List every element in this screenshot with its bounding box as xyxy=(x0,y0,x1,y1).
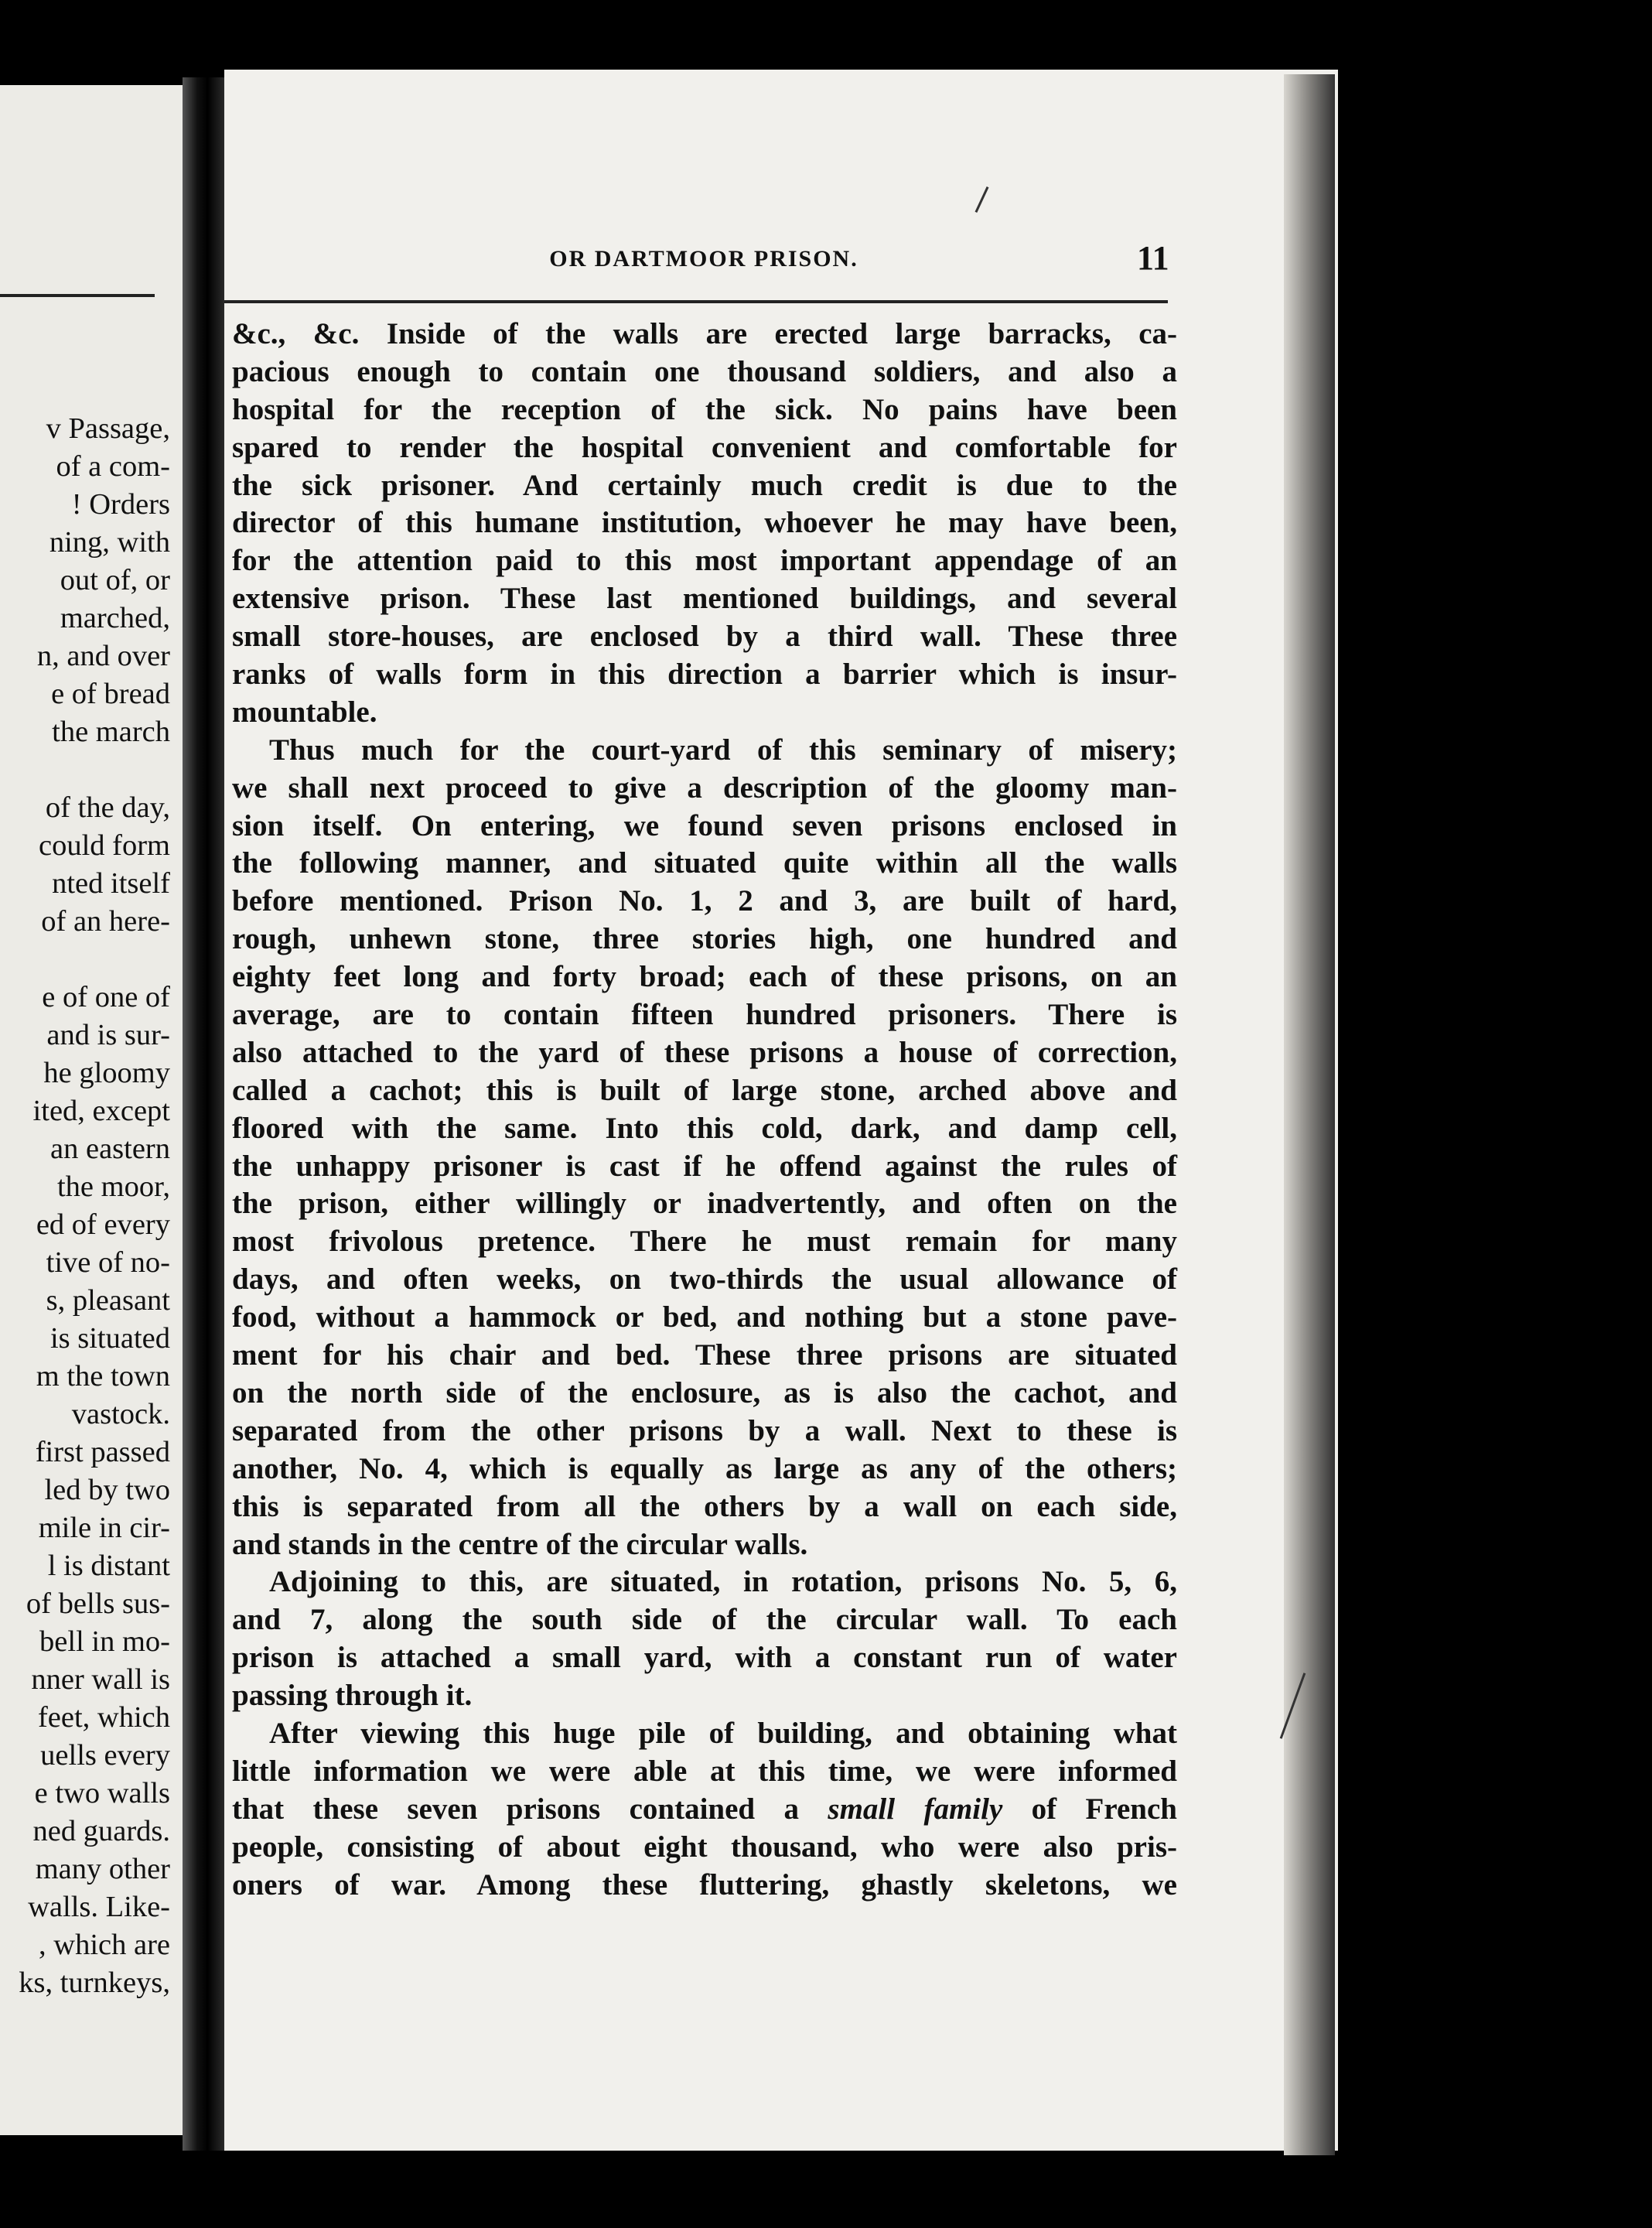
left-page-line: ited, except xyxy=(32,1095,170,1127)
left-page-line: e of one of xyxy=(42,981,170,1013)
text-line: the following manner, and situated quite within all the walls xyxy=(232,846,1177,880)
text-line: ment for his chair and bed. These three prisons are situated xyxy=(232,1338,1177,1372)
text-line: also attached to the yard of these prisons a house of correction, xyxy=(232,1035,1177,1069)
text-line: before mentioned. Prison No. 1, 2 and 3, are built of hard, xyxy=(232,884,1177,918)
left-page-line: l is distant xyxy=(47,1550,170,1582)
left-page-line: ed of every xyxy=(36,1208,170,1241)
left-page-line: many other xyxy=(35,1853,170,1885)
binding-gutter xyxy=(183,77,224,2151)
text-line: called a cachot; this is built of large stone, arched above and xyxy=(232,1073,1177,1107)
text-segment: of French xyxy=(1002,1792,1177,1826)
text-line: After viewing this huge pile of building, and obtaining what xyxy=(269,1716,1177,1750)
left-page-line: first passed xyxy=(35,1436,170,1468)
text-line: people, consisting of about eight thousand, who were also pris- xyxy=(232,1830,1177,1864)
text-line: little information we were able at this time, we were informed xyxy=(232,1754,1177,1788)
text-line: hospital for the reception of the sick. No pains have been xyxy=(232,392,1177,426)
left-page-line: of a com- xyxy=(56,450,170,483)
left-page-line: ning, with xyxy=(49,526,170,559)
running-head: OR DARTMOOR PRISON. xyxy=(549,246,858,272)
text-line: floored with the same. Into this cold, dark, and damp cell, xyxy=(232,1111,1177,1145)
text-line: for the attention paid to this most important appendage of an xyxy=(232,544,1177,578)
text-line: Thus much for the court-yard of this seminary of misery; xyxy=(269,733,1177,767)
left-page-line: is situated xyxy=(49,1322,170,1355)
left-page-fragment xyxy=(0,85,183,2135)
left-page-line: ! Orders xyxy=(71,488,170,521)
text-line: director of this humane institution, whoever he may have been, xyxy=(232,506,1177,540)
left-page-text xyxy=(0,410,170,2002)
left-page-line: and is sur- xyxy=(46,1019,170,1051)
left-page-rule xyxy=(0,294,155,297)
text-line xyxy=(224,1791,1177,1829)
text-line: rough, unhewn stone, three stories high, one hundred and xyxy=(232,922,1177,956)
left-page-line: n, and over xyxy=(36,640,170,672)
left-page-line xyxy=(0,941,170,979)
text-line: &c., &c. Inside of the walls are erected large barracks, ca- xyxy=(232,317,1177,350)
text-line: the prison, either willingly or inadvertently, and often on the xyxy=(232,1187,1177,1221)
left-page-line: feet, which xyxy=(37,1701,170,1734)
text-line: and stands in the centre of the circular walls. xyxy=(232,1527,808,1561)
text-line: food, without a hammock or bed, and nothing but a stone pave- xyxy=(232,1300,1177,1334)
body-text xyxy=(224,316,1177,1904)
text-line: ranks of walls form in this direction a barrier which is insur- xyxy=(232,658,1177,692)
left-page-line: nner wall is xyxy=(31,1663,170,1696)
text-line: and 7, along the south side of the circular wall. To each xyxy=(232,1603,1177,1637)
left-page-line: mile in cir- xyxy=(38,1512,170,1544)
text-line: days, and often weeks, on two-thirds the usual allowance of xyxy=(232,1263,1177,1297)
left-page-line xyxy=(0,751,170,789)
italic-phrase: small family xyxy=(828,1792,1003,1826)
text-line: the sick prisoner. And certainly much credit is due to the xyxy=(232,468,1177,502)
text-line: another, No. 4, which is equally as large as any of the others; xyxy=(232,1451,1177,1485)
text-line: pacious enough to contain one thousand soldiers, and also a xyxy=(232,354,1177,388)
left-page-line: of the day, xyxy=(45,791,170,824)
left-page-line: the moor, xyxy=(56,1170,170,1203)
left-page-line: m the town xyxy=(36,1360,170,1392)
left-page-line: of an here- xyxy=(41,905,170,938)
header-rule xyxy=(224,300,1168,303)
left-page-line: could form xyxy=(39,829,170,862)
left-page-line: s, pleasant xyxy=(46,1284,170,1317)
left-page-line: out of, or xyxy=(60,564,170,596)
left-page-line: nted itself xyxy=(52,867,170,900)
text-line: on the north side of the enclosure, as is also the cachot, and xyxy=(232,1375,1177,1410)
left-page-line: led by two xyxy=(44,1474,170,1506)
text-line: mountable. xyxy=(232,695,377,729)
left-page-line: ned guards. xyxy=(32,1815,170,1847)
text-line: prison is attached a small yard, with a constant run of water xyxy=(232,1641,1177,1675)
left-page-line: the march xyxy=(52,716,170,748)
text-segment: that these seven prisons contained a xyxy=(232,1792,828,1826)
text-line: oners of war. Among these fluttering, ghastly skeletons, we xyxy=(232,1867,1177,1902)
left-page-line: an eastern xyxy=(50,1133,170,1165)
text-line: this is separated from all the others by a wall on each side, xyxy=(232,1489,1177,1523)
left-page-line: e of bread xyxy=(51,678,170,710)
text-line: sion itself. On entering, we found seven prisons enclosed in xyxy=(232,808,1177,842)
text-line: eighty feet long and forty broad; each of these prisons, on an xyxy=(232,960,1177,994)
left-page-line: e two walls xyxy=(34,1777,170,1809)
text-line: the unhappy prisoner is cast if he offend against the rules of xyxy=(232,1149,1177,1183)
text-line: most frivolous pretence. There he must remain for many xyxy=(232,1225,1177,1259)
text-line: passing through it. xyxy=(232,1679,473,1713)
left-page-line: v Passage, xyxy=(46,412,170,445)
left-page-line: walls. Like- xyxy=(28,1891,170,1923)
left-page-line: marched, xyxy=(60,602,170,634)
left-page-line: , which are xyxy=(39,1929,170,1961)
text-line: we shall next proceed to give a description of the gloomy man- xyxy=(232,771,1177,805)
text-line: spared to render the hospital convenient and comfortable for xyxy=(232,430,1177,464)
left-page-line: of bells sus- xyxy=(26,1587,170,1620)
text-line: average, are to contain fifteen hundred prisoners. There is xyxy=(232,998,1177,1032)
left-page-line: he gloomy xyxy=(43,1057,170,1089)
text-line: small store-houses, are enclosed by a third wall. These three xyxy=(232,620,1177,654)
page-edge-shadow xyxy=(1284,74,1335,2155)
text-line: separated from the other prisons by a wall. Next to these is xyxy=(232,1413,1177,1447)
text-line: Adjoining to this, are situated, in rotation, prisons No. 5, 6, xyxy=(269,1565,1177,1599)
left-page-line: bell in mo- xyxy=(39,1625,170,1658)
left-page-line: uells every xyxy=(40,1739,170,1772)
main-page xyxy=(224,70,1338,2151)
left-page-line: ks, turnkeys, xyxy=(19,1967,170,1999)
left-page-line: tive of no- xyxy=(46,1246,170,1279)
page-number: 11 xyxy=(1137,239,1169,277)
left-page-line: vastock. xyxy=(71,1398,170,1430)
text-line: extensive prison. These last mentioned buildings, and several xyxy=(232,582,1177,616)
